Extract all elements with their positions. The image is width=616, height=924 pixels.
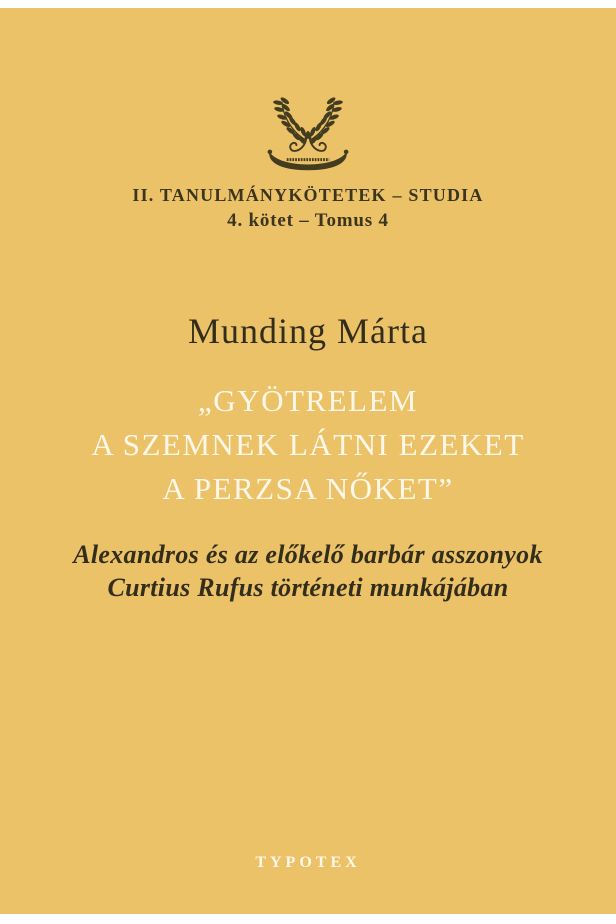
title-line-1: „GYÖTRELEM [198, 383, 418, 418]
series-volume: 4. kötet – Tomus 4 [227, 210, 389, 231]
series-title: II. TANULMÁNYKÖTETEK – STUDIA [132, 185, 484, 205]
title-line-2: A SZEMNEK LÁTNI EZEKET [91, 427, 525, 462]
author-name: Munding Márta [188, 311, 428, 351]
title-line-3: A PERZSA NŐKET” [162, 471, 454, 506]
subtitle-line-1: Alexandros és az előkelő barbár asszonyok [73, 540, 543, 569]
subtitle-line-2: Curtius Rufus történeti munkájában [107, 573, 509, 602]
publisher-logo-text: TYPOTEX [255, 854, 361, 871]
book-cover [0, 8, 616, 914]
laurel-ship-emblem-icon [0, 94, 616, 178]
book-title [0, 379, 616, 511]
book-subtitle [0, 538, 616, 604]
